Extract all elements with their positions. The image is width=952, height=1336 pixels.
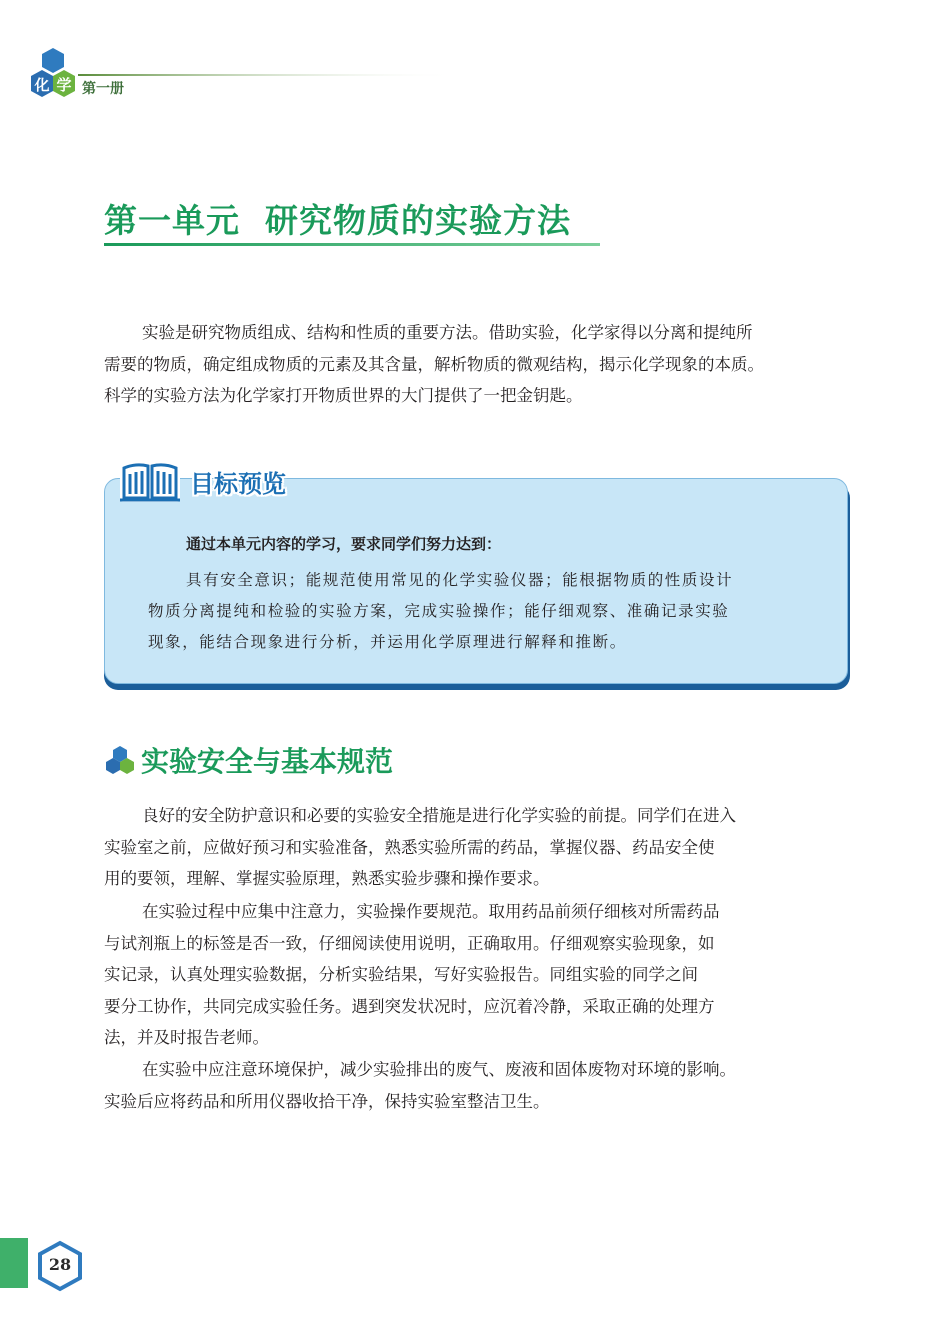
text-line: 科学的实验方法为化学家打开物质世界的大门提供了一把金钥匙。: [104, 386, 583, 405]
page-number: 28: [48, 1255, 72, 1274]
text-line: 法，并及时报告老师。: [104, 1028, 269, 1047]
header-book-label: 第一册: [82, 81, 124, 97]
text-line: 实记录，认真处理实验数据，分析实验结果，写好实验报告。同组实验的同学之间: [104, 965, 698, 984]
section-paragraph-3: [104, 1054, 852, 1117]
section-paragraph-2: [104, 896, 852, 1054]
goal-text: [148, 565, 818, 658]
text-line: 要分工协作，共同完成实验任务。遇到突发状况时，应沉着冷静，采取正确的处理方: [104, 996, 715, 1016]
unit-title: 第一单元 研究物质的实验方法: [104, 201, 571, 240]
text-line: 在实验中应注意环境保护，减少实验排出的废气、废液和固体废物对环境的影响。: [142, 1060, 736, 1079]
section-hexagon-icon: [104, 745, 136, 775]
text-line: 具有安全意识；能规范使用常见的化学实验仪器；能根据物质的性质设计: [186, 571, 734, 589]
footer-green-bar: [0, 1238, 28, 1288]
header-subject-char-2: 学: [56, 76, 72, 94]
unit-title-underline: [104, 243, 600, 246]
text-line: 在实验过程中应集中注意力，实验操作要规范。取用药品前须仔细核对所需药品: [142, 902, 720, 921]
text-line: 用的要领，理解、掌握实验原理，熟悉实验步骤和操作要求。: [104, 869, 550, 888]
text-line: 良好的安全防护意识和必要的实验安全措施是进行化学实验的前提。同学们在进入: [142, 806, 736, 825]
page-header: [0, 0, 952, 110]
header-hexagon-logo-icon: [0, 0, 952, 110]
intro-paragraph: [104, 317, 852, 412]
text-line: 实验后应将药品和所用仪器收拾干净，保持实验室整洁卫生。: [104, 1091, 550, 1111]
text-line: 实验是研究物质组成、结构和性质的重要方法。借助实验，化学家得以分离和提纯所: [142, 323, 753, 342]
goal-intro: 通过本单元内容的学习，要求同学们努力达到：: [186, 535, 502, 553]
section-paragraph-1: [104, 800, 852, 895]
section-title: 实验安全与基本规范: [141, 745, 394, 778]
header-subject-char-1: 化: [34, 76, 50, 94]
text-line: 与试剂瓶上的标签是否一致，仔细阅读使用说明，正确取用。仔细观察实验现象，如: [104, 933, 715, 953]
text-line: 实验室之前，应做好预习和实验准备，熟悉实验所需的药品，掌握仪器、药品安全使: [104, 837, 715, 857]
goal-title: 目标预览: [190, 470, 286, 498]
text-line: 需要的物质，确定组成物质的元素及其含量，解析物质的微观结构，揭示化学现象的本质。: [104, 354, 764, 374]
text-line: 物质分离提纯和检验的实验方案，完成实验操作；能仔细观察、准确记录实验: [148, 602, 730, 620]
text-line: 现象，能结合现象进行分析，并运用化学原理进行解释和推断。: [148, 633, 627, 651]
open-book-icon: [118, 458, 182, 504]
